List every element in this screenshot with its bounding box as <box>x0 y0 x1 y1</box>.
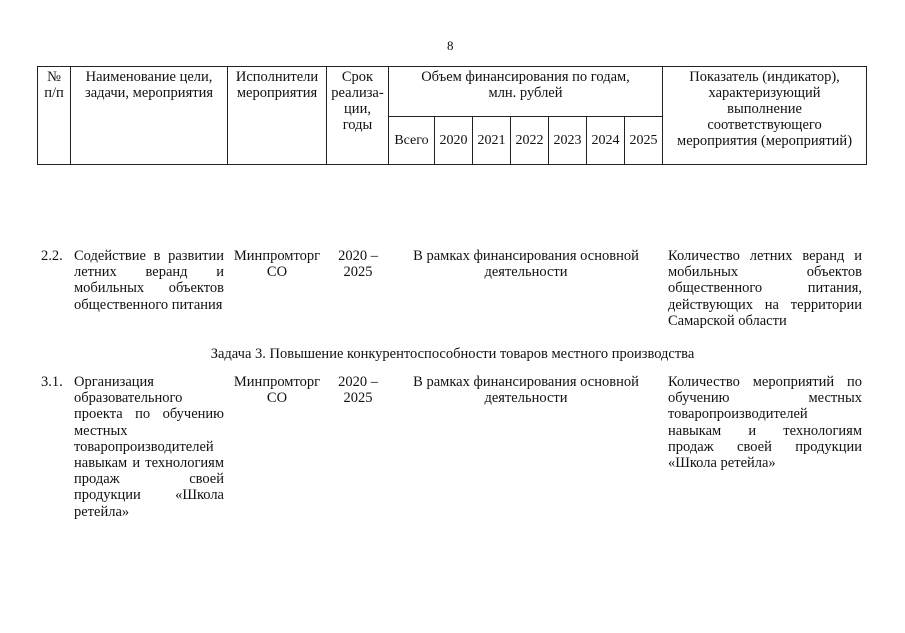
header-year-2021: 2021 <box>473 117 511 165</box>
header-indicator: Показатель (индикатор), характеризующий выполнение соответствующего мероприятия (мероприятий) <box>663 67 867 165</box>
header-year-2020: 2020 <box>435 117 473 165</box>
header-year-2023: 2023 <box>549 117 587 165</box>
row-indicator: Количество летних веранд и мобильных объектов общественного питания, действующих на территории Самарской области <box>668 248 862 329</box>
header-year-2024: 2024 <box>587 117 625 165</box>
header-finance: Объем финансирования по годам, млн. рублей <box>389 67 663 117</box>
header-executor: Исполнители мероприятия <box>228 67 327 165</box>
row-term: 2020 – 2025 <box>338 248 378 281</box>
row-executor: Минпромторг СО <box>233 248 321 281</box>
header-year-2025: 2025 <box>625 117 663 165</box>
row-term: 2020 – 2025 <box>338 374 378 407</box>
row-indicator: Количество мероприятий по обучению местных товаропроизводителей навыкам и технологиям продаж своей продукции «Школа ретейла» <box>668 374 862 472</box>
header-num: № п/п <box>38 67 71 165</box>
row-num: 3.1. <box>41 374 63 390</box>
page-number: 8 <box>447 38 454 53</box>
table-header <box>37 66 867 165</box>
row-finance: В рамках финансирования основной деятельности <box>413 248 639 281</box>
row-num: 2.2. <box>41 248 63 264</box>
header-name: Наименование цели, задачи, мероприятия <box>71 67 228 165</box>
row-executor: Минпромторг СО <box>233 374 321 407</box>
row-finance: В рамках финансирования основной деятельности <box>413 374 639 407</box>
header-term: Срок реализа- ции, годы <box>327 67 389 165</box>
task-heading: Задача 3. Повышение конкурентоспособности товаров местного производства <box>210 346 695 362</box>
row-name: Содействие в развитии летних веранд и мобильных объектов общественного питания <box>74 248 224 313</box>
header-year-2022: 2022 <box>511 117 549 165</box>
header-total: Всего <box>389 117 435 165</box>
row-name: Организация образовательного проекта по обучению местных товаропроизводителей навыкам и технологиям продаж своей продукции «Школа ретейла» <box>74 374 224 520</box>
